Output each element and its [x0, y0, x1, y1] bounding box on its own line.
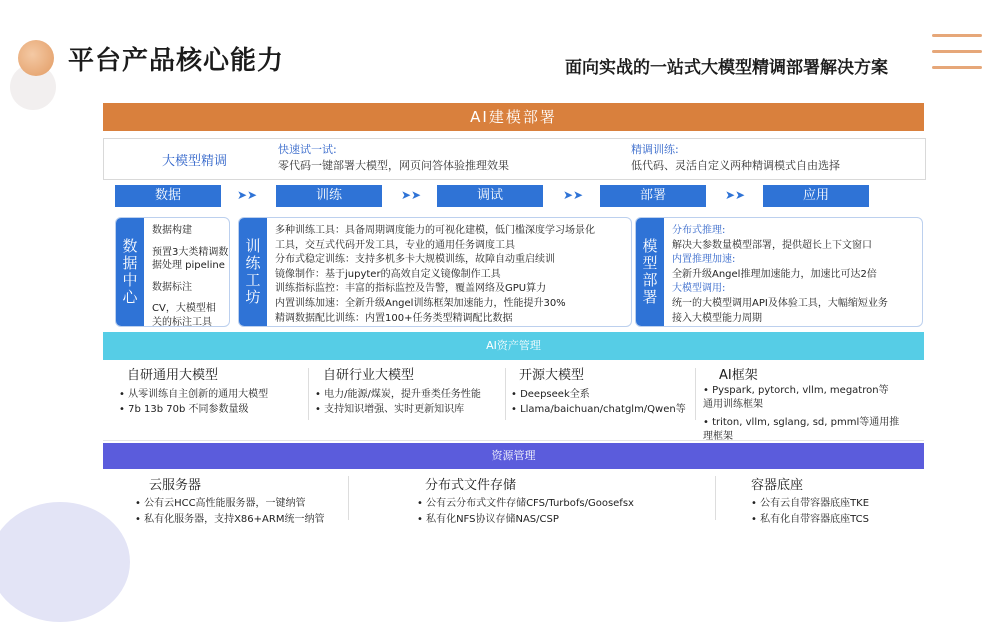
res-line: • 私有化自带容器底座TCS [751, 514, 869, 525]
data-center-line: 据处理 pipeline [152, 260, 225, 271]
deploy-line: 解决大参数量模型部署，提供超长上下文窗口 [672, 239, 872, 251]
data-center-line: 数据构建 [152, 225, 192, 236]
res-line: • 私有化NFS协议存储NAS/CSP [417, 514, 559, 525]
architecture-panel [103, 103, 924, 523]
model-deploy-card [635, 217, 923, 327]
pipeline-step-apply: 应用 [763, 185, 869, 207]
pipeline-step-debug: 调试 [437, 185, 543, 207]
arrow-icon: ➤➤ [237, 188, 258, 202]
pipeline-step-data: 数据 [115, 185, 221, 207]
res-col-title: 云服务器 [149, 478, 202, 493]
training-line: 工具，交互式代码开发工具，专业的通用任务调度工具 [275, 239, 515, 251]
resource-mgmt-row [103, 472, 924, 525]
asset-col-title: AI框架 [719, 368, 758, 383]
asset-mgmt-row [103, 362, 924, 441]
asset-line: • 7b 13b 70b 不同参数量级 [119, 404, 249, 415]
ai-build-band: AI建模部署 [103, 103, 924, 131]
divider [695, 368, 696, 420]
res-line: • 公有云分布式文件存储CFS/Turbofs/Goosefsx [417, 498, 634, 509]
arrow-icon: ➤➤ [725, 188, 746, 202]
fine-tune-block [631, 142, 840, 174]
asset-line: 理框架 [703, 431, 733, 442]
res-col-title: 容器底座 [751, 478, 804, 493]
pipeline [103, 185, 924, 209]
res-col-title: 分布式文件存储 [425, 478, 517, 493]
asset-col-general-model [115, 362, 305, 440]
training-line: 多种训练工具：具备周期调度能力的可视化建模，低门槛深度学习场景化 [275, 225, 595, 236]
divider [308, 368, 309, 420]
arrow-icon: ➤➤ [563, 188, 584, 202]
data-center-line: 数据标注 [152, 281, 192, 293]
model-deploy-body [672, 224, 918, 326]
asset-col-title: 自研通用大模型 [127, 368, 219, 383]
page-subtitle: 面向实战的一站式大模型精调部署解决方案 [565, 58, 888, 78]
asset-line: • Deepseek全系 [511, 389, 590, 400]
model-deploy-label: 模型部署 [636, 218, 664, 326]
data-center-card [115, 217, 230, 327]
resource-mgmt-band: 资源管理 [103, 443, 924, 469]
pipeline-step-train: 训练 [276, 185, 382, 207]
asset-col-title: 自研行业大模型 [323, 368, 415, 383]
res-line: • 公有云HCC高性能服务器，一键纳管 [135, 498, 306, 509]
divider [348, 476, 349, 520]
divider [715, 476, 716, 520]
res-line: • 私有化服务器，支持X86+ARM统一纳管 [135, 514, 325, 525]
asset-line: • 电力/能源/煤炭，提升垂类任务性能 [315, 389, 481, 400]
asset-col-industry-model [313, 362, 503, 440]
asset-col-title: 开源大模型 [519, 368, 585, 383]
training-line: 镜像制作：基于jupyter的高效自定义镜像制作工具 [275, 268, 501, 280]
fine-tune-intro-row [103, 138, 926, 180]
asset-line: • Llama/baichuan/chatglm/Qwen等 [511, 404, 686, 415]
deploy-line: 全新升级Angel推理加速能力，加速比可达2倍 [672, 268, 877, 280]
decorative-lines [932, 34, 982, 82]
training-line: 内置训练加速：全新升级Angel训练框架加速能力，性能提升30% [275, 297, 566, 309]
deploy-line: 大模型调用: [672, 283, 726, 295]
training-workshop-label: 训练工坊 [239, 218, 267, 326]
asset-col-ai-framework [701, 362, 921, 440]
fine-tune-heading: 精调训练: [631, 143, 679, 156]
res-col-container-base [743, 472, 921, 525]
quick-try-desc: 零代码一键部署大模型，网页问答体验推理效果 [278, 159, 509, 172]
intro-title: 大模型精调 [162, 154, 228, 169]
training-workshop-body [275, 224, 627, 326]
res-col-distributed-storage [403, 472, 693, 525]
data-center-line: 关的标注工具 [152, 316, 212, 328]
arrow-icon: ➤➤ [401, 188, 422, 202]
asset-line: • 支持知识增强、实时更新知识库 [315, 404, 465, 415]
training-workshop-card [238, 217, 632, 327]
training-line: 训练指标监控：丰富的指标监控及告警，覆盖网络及GPU算力 [275, 283, 547, 295]
res-col-cloud-server [127, 472, 347, 525]
quick-try-heading: 快速试一试: [278, 143, 337, 156]
decorative-circle [18, 40, 54, 76]
fine-tune-desc: 低代码、灵活自定义两种精调模式自由选择 [631, 159, 840, 172]
deploy-line: 分布式推理: [672, 225, 726, 236]
asset-line: • 从零训练自主创新的通用大模型 [119, 389, 269, 400]
page-title: 平台产品核心能力 [68, 46, 285, 76]
data-center-line: 预置3大类精调数 [152, 246, 229, 258]
res-line: • 公有云自带容器底座TKE [751, 498, 870, 509]
data-center-body [152, 224, 232, 329]
asset-mgmt-band: AI资产管理 [103, 332, 924, 360]
deploy-line: 接入大模型能力周期 [672, 312, 762, 324]
asset-line: 通用训练框架 [703, 399, 763, 410]
quick-try-block [278, 142, 509, 174]
asset-col-open-source [509, 362, 689, 440]
asset-line: • triton, vllm, sglang, sd, pmml等通用推 [703, 417, 900, 428]
deploy-line: 统一的大模型调用API及体验工具，大幅缩短业务 [672, 297, 888, 309]
data-center-label: 数据中心 [116, 218, 144, 326]
asset-line: • Pyspark, pytorch, vllm, megatron等 [703, 385, 889, 396]
divider [505, 368, 506, 420]
training-line: 精调数据配比训练：内置100+任务类型精调配比数据 [275, 312, 513, 324]
deploy-line: 内置推理加速: [672, 254, 736, 266]
data-center-line: CV，大模型相 [152, 303, 216, 314]
pipeline-step-deploy: 部署 [600, 185, 706, 207]
training-line: 分布式稳定训练：支持多机多卡大规模训练，故障自动重启续训 [275, 254, 555, 266]
